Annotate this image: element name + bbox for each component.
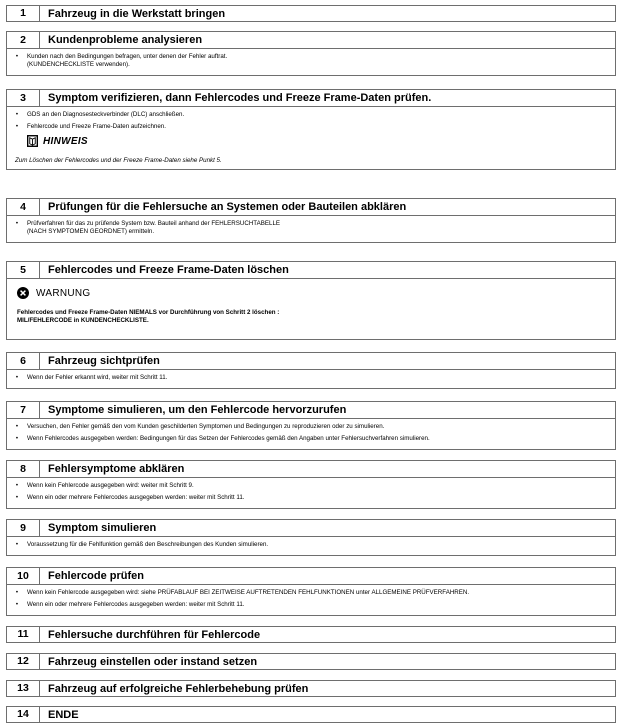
step-1	[6, 5, 616, 22]
step-number: 1	[7, 6, 40, 21]
step-title: Symptome simulieren, um den Fehlercode hervorzurufen	[48, 404, 347, 416]
step-title: Fahrzeug in die Werkstatt bringen	[48, 7, 226, 20]
bullet-item: • Wenn kein Fehlercode ausgegeben wird: siehe PRÜFABLAUF BEI ZEITWEISE AUFTRETENDEN FEHLFUNKTIONEN unter ALLGEMEINE PRÜFVERFAHREN.	[15, 589, 470, 596]
step-11	[6, 626, 616, 643]
step-10	[6, 567, 616, 616]
note-box	[15, 135, 615, 165]
bullet-item: • Wenn der Fehler erkannt wird, weiter mit Schritt 11.	[15, 374, 168, 381]
x-circle-icon	[17, 287, 29, 299]
bullet-item: • Wenn ein oder mehrere Fehlercodes ausgegeben werden: weiter mit Schritt 11.	[15, 494, 245, 502]
step-title: Fehlersuche durchführen für Fehlercode	[48, 628, 261, 641]
warning-text: Fehlercodes und Freeze Frame-Daten NIEMALS vor Durchführung von Schritt 2 löschen : MIL/FEHLERCODE in KUNDENCHECKLISTE.	[17, 309, 280, 325]
step-12	[6, 653, 616, 670]
step-title: Prüfungen für die Fehlersuche an Systemen oder Bauteilen abklären	[48, 201, 407, 213]
step-14	[6, 706, 616, 723]
step-number: 9	[7, 520, 40, 536]
bullet-item: • Versuchen, den Fehler gemäß den vom Kunden geschilderten Symptomen und Bedingungen zu reproduzieren oder zu simulieren.	[15, 423, 385, 430]
step-title: Fehlersymptome abklären	[48, 463, 185, 475]
step-title: Symptom simulieren	[48, 522, 157, 534]
step-number: 10	[7, 568, 40, 584]
bullet-item: • Kunden nach den Bedingungen befragen, unter denen der Fehler auftrat. (KUNDENCHECKLISTE verwenden).	[15, 53, 228, 69]
step-number: 7	[7, 402, 40, 418]
step-title: Fahrzeug einstellen oder instand setzen	[48, 655, 258, 668]
note-text: Zum Löschen der Fehlercodes und der Freeze Frame-Daten siehe Punkt 5.	[15, 157, 222, 165]
step-8	[6, 460, 616, 509]
step-title: Kundenprobleme analysieren	[48, 34, 203, 46]
bullet-item: • Wenn kein Fehlercode ausgegeben wird: weiter mit Schritt 9.	[15, 482, 194, 489]
step-number: 5	[7, 262, 40, 278]
bullet-item: • Wenn ein oder mehrere Fehlercodes ausgegeben werden: weiter mit Schritt 11.	[15, 601, 245, 609]
step-number: 4	[7, 199, 40, 215]
bullet-item: • GDS an den Diagnosesteckverbinder (DLC) anschließen.	[15, 111, 185, 118]
step-13	[6, 680, 616, 697]
bullet-item: • Voraussetzung für die Fehlfunktion gemäß den Beschreibungen des Kunden simulieren.	[15, 541, 269, 548]
step-number: 8	[7, 461, 40, 477]
step-number: 2	[7, 32, 40, 48]
step-3	[6, 89, 616, 170]
bullet-item: • Fehlercode und Freeze Frame-Daten aufzeichnen.	[15, 123, 166, 131]
step-title: Symptom verifizieren, dann Fehlercodes und Freeze Frame-Daten prüfen.	[48, 92, 432, 104]
step-9	[6, 519, 616, 556]
step-number: 11	[7, 627, 40, 642]
step-title: ENDE	[48, 708, 79, 721]
book-icon	[27, 135, 38, 147]
warning-title: WARNUNG	[36, 287, 91, 299]
step-2	[6, 31, 616, 76]
note-title: HINWEIS	[43, 135, 88, 147]
bullet-item: • Prüfverfahren für das zu prüfende System bzw. Bauteil anhand der FEHLERSUCHTABELLE (NACH SYMPTOMEN GEORDNET) ermitteln.	[15, 220, 281, 236]
step-number: 6	[7, 353, 40, 369]
step-4	[6, 198, 616, 243]
bullet-item: • Wenn Fehlercodes ausgegeben werden: Bedingungen für das Setzen der Fehlercodes gemäß den Angaben unter Fehlersuchverfahren simulieren.	[15, 435, 430, 443]
step-number: 13	[7, 681, 40, 696]
step-title: Fehlercodes und Freeze Frame-Daten löschen	[48, 264, 289, 276]
warning-box	[17, 287, 615, 325]
step-number: 3	[7, 90, 40, 106]
step-title: Fahrzeug sichtprüfen	[48, 355, 160, 367]
step-5	[6, 261, 616, 340]
step-number: 12	[7, 654, 40, 669]
step-7	[6, 401, 616, 450]
step-number: 14	[7, 707, 40, 722]
step-title: Fehlercode prüfen	[48, 570, 144, 582]
step-title: Fahrzeug auf erfolgreiche Fehlerbehebung prüfen	[48, 682, 309, 695]
step-6	[6, 352, 616, 389]
